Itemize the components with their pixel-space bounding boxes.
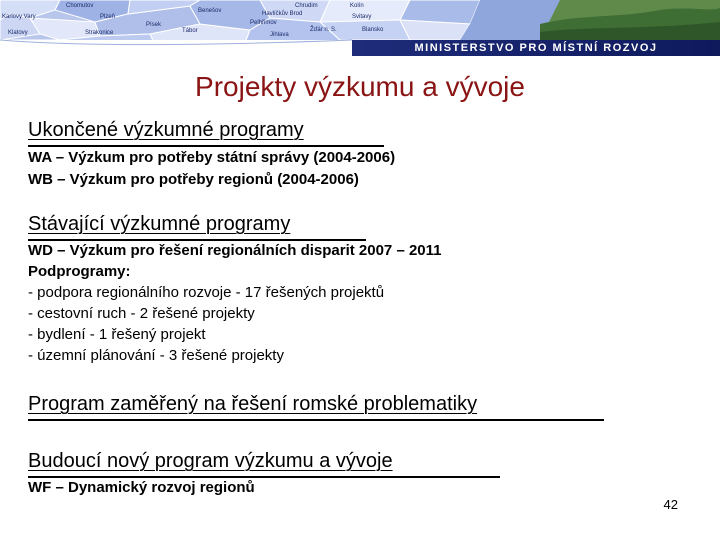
- map-label: Chrudim: [295, 3, 318, 9]
- map-label: Písek: [146, 22, 162, 28]
- heading-underline: [28, 476, 500, 478]
- heading-underline: [28, 419, 604, 421]
- heading-underline: [28, 239, 366, 241]
- program-line: WA – Výzkum pro potřeby státní správy (2004-2006): [28, 149, 396, 166]
- map-label: Plzeň: [100, 14, 116, 20]
- map-label: Chomutov: [66, 3, 94, 9]
- map-label: Žďár n. S.: [310, 27, 337, 33]
- section-heading-future: Budoucí nový program výzkumu a vývoje: [28, 450, 393, 472]
- page-title: Projekty výzkumu a vývoje: [195, 71, 525, 102]
- map-label: Tábor: [182, 28, 198, 34]
- subprogram-item: - bydlení - 1 řešený projekt: [28, 326, 206, 343]
- map-label: Kolín: [350, 3, 364, 9]
- map-label: Benešov: [198, 8, 222, 14]
- section-heading-current: Stávající výzkumné programy: [28, 213, 291, 235]
- program-line: WF – Dynamický rozvoj regionů: [28, 479, 255, 496]
- page-number: 42: [663, 497, 678, 512]
- map-label: Blansko: [362, 27, 384, 33]
- map-label: Strakonice: [85, 30, 114, 36]
- subprogram-label: Podprogramy:: [28, 263, 131, 280]
- header-banner: [0, 0, 720, 56]
- section-heading-completed: Ukončené výzkumné programy: [28, 119, 304, 141]
- map-label: Svitavy: [352, 14, 372, 20]
- subprogram-item: - územní plánování - 3 řešené projekty: [28, 347, 284, 364]
- map-label: Jihlava: [270, 32, 289, 38]
- program-line: WB – Výzkum pro potřeby regionů (2004-2006): [28, 171, 359, 188]
- map-label: Pelhřimov: [250, 20, 277, 26]
- subprogram-item: - podpora regionálního rozvoje - 17 řešených projektů: [28, 284, 385, 301]
- program-line: WD – Výzkum pro řešení regionálních disparit 2007 – 2011: [28, 242, 442, 259]
- heading-underline: [28, 145, 384, 147]
- ministry-name: MINISTERSTVO PRO MÍSTNÍ ROZVOJ: [352, 40, 720, 56]
- map-label: Klatovy: [8, 30, 28, 36]
- map-label: Karlovy Vary: [2, 14, 36, 20]
- map-label: Havlíčkův Brod: [262, 11, 303, 17]
- subprogram-item: - cestovní ruch - 2 řešené projekty: [28, 305, 255, 322]
- section-heading-roma: Program zaměřený na řešení romské problematiky: [28, 393, 478, 415]
